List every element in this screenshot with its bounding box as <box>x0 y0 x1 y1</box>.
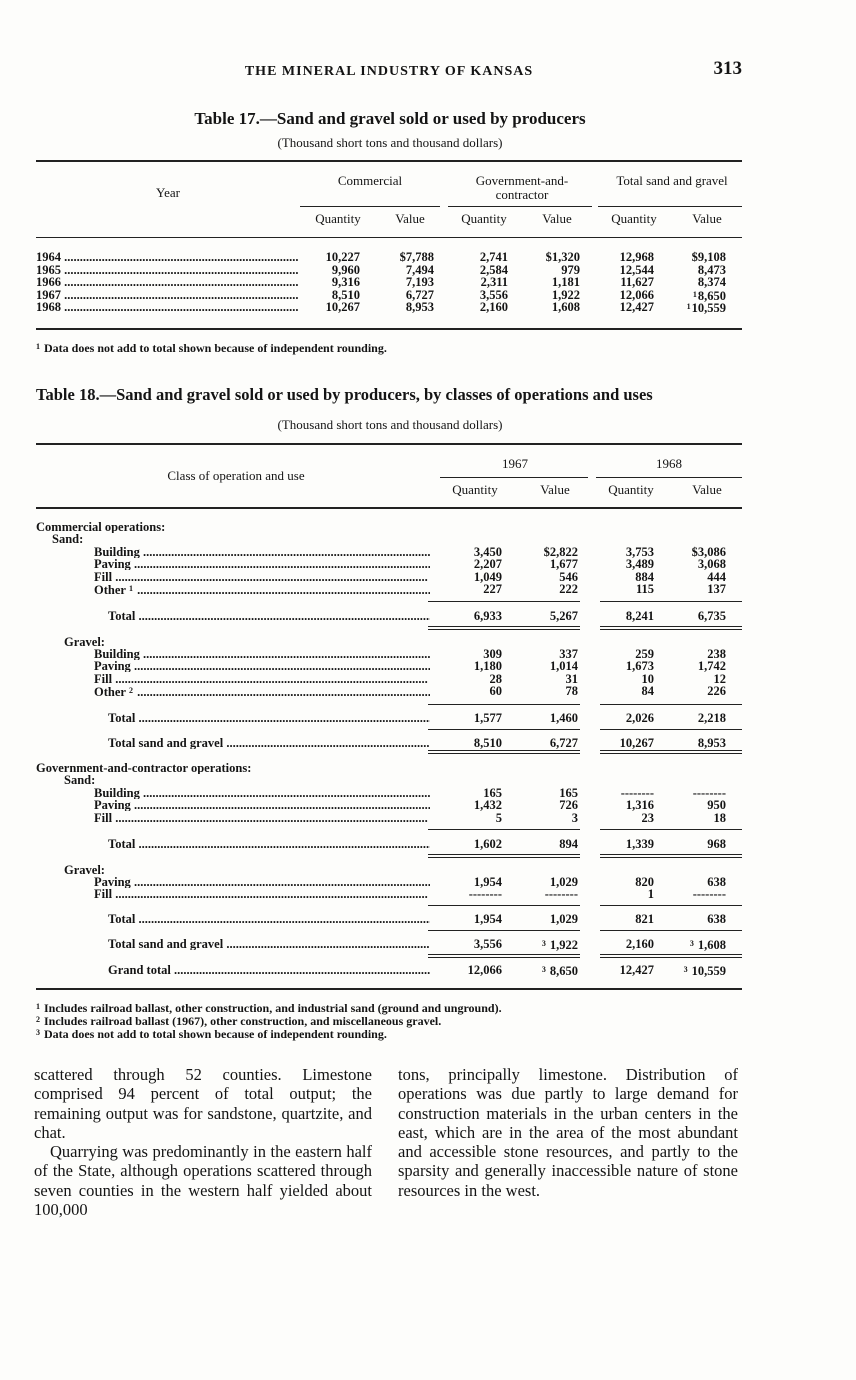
table18-sum-rule <box>428 829 580 830</box>
table18-sum-rule <box>600 829 742 830</box>
table17-value-cell: 1,181 <box>551 275 580 289</box>
table17-group-rule <box>300 206 440 207</box>
table18-value-cell: 222 <box>559 581 578 596</box>
table18-value-cell: $3,086 <box>691 545 726 559</box>
table18-hdr-qty: Quantity <box>452 482 498 497</box>
table18-value-cell: 1,014 <box>549 659 578 674</box>
table18-row: Building ..... <box>94 648 430 660</box>
table17-title: Table 17.—Sand and gravel sold or used by producers <box>194 109 586 128</box>
table18-value-cell: 10,267 <box>619 736 654 750</box>
table18-value-cell: -------- <box>692 887 726 902</box>
table18-row: Paving ..... <box>94 558 430 570</box>
table17-value-cell: $7,788 <box>399 250 434 264</box>
table18-total-rule <box>428 954 580 958</box>
table18-value-cell: 226 <box>707 683 726 698</box>
table18-value-cell: 238 <box>707 647 726 661</box>
table18-total-row: Total ..... <box>108 610 430 622</box>
table18-top-rule <box>36 443 742 445</box>
table17-value-cell: 2,311 <box>480 275 508 289</box>
table17-value-cell: 8,510 <box>331 287 360 302</box>
table17-footnote: $^1$ Data does not add to total shown because of independent rounding. <box>36 341 387 355</box>
table17-value-cell: $^1$8,650 <box>692 288 726 303</box>
table18-title: Table 18.—Sand and gravel sold or used by producers, by classes of operations and uses <box>36 385 653 404</box>
table17-group-rule <box>598 206 742 207</box>
table18-value-cell: 165 <box>483 786 502 800</box>
table18-footnote-3: $^3$ Data does not add to total shown because of independent rounding. <box>36 1027 387 1041</box>
body-paragraph: scattered through 52 counties. Limestone comprised 94 percent of total output; the remaining output was for sandstone, quartzite, and chat. <box>34 1065 372 1142</box>
table18-year-rule <box>440 477 588 478</box>
table18-value-cell: 28 <box>489 671 502 686</box>
table18-year-rule <box>596 477 742 478</box>
table18-value-cell: 12 <box>713 671 726 686</box>
table18-value-cell: 1,954 <box>473 875 502 889</box>
table18-value-cell: 10 <box>641 671 654 686</box>
table18-sum-rule <box>600 930 742 931</box>
table18-value-cell: 894 <box>559 837 578 851</box>
table18-value-cell: $^3$ 1,608 <box>689 938 726 952</box>
table17-value-cell: 9,316 <box>331 275 360 289</box>
table18-value-cell: 3,068 <box>697 557 726 572</box>
table17-header-rule <box>36 237 742 238</box>
table18-value-cell: 2,207 <box>473 557 502 572</box>
body-column-left <box>34 1065 372 1219</box>
table18-value-cell: 309 <box>483 647 502 661</box>
table18-value-cell: 12,066 <box>467 963 502 977</box>
table18-value-cell: 12,427 <box>619 963 654 977</box>
table18-year-1967: 1967 <box>502 456 528 471</box>
table18-value-cell: -------- <box>620 786 654 800</box>
table17-year-cell: 1967 ..... <box>36 289 298 301</box>
table18-value-cell: 546 <box>559 569 578 584</box>
table18-commercial-heading: Commercial operations: <box>36 521 166 533</box>
table18-value-cell: 23 <box>641 810 654 825</box>
table17-hdr-val: Value <box>542 211 572 226</box>
table18-value-cell: 84 <box>641 683 654 698</box>
table18-value-cell: 2,026 <box>625 711 654 725</box>
table18-total-rule <box>600 954 742 958</box>
table17-hdr-qty: Quantity <box>315 211 361 226</box>
table18-total-rule <box>600 750 742 754</box>
table18-grand-total-row: Grand total ..... <box>108 964 430 976</box>
table17-value-cell: 8,953 <box>405 300 434 314</box>
table18-value-cell: 638 <box>707 912 726 926</box>
table17-value-cell: 6,727 <box>405 287 434 302</box>
table17-value-cell: 3,556 <box>479 287 508 302</box>
table17-group-gov: Government-and-contractor <box>475 173 569 202</box>
table18-row: Fill ..... <box>94 571 430 583</box>
table18-subtitle: (Thousand short tons and thousand dollars) <box>277 417 503 432</box>
table17-value-cell: $1,320 <box>545 250 580 264</box>
table17-subtitle: (Thousand short tons and thousand dollars) <box>277 135 503 150</box>
table18-col-class: Class of operation and use <box>167 468 305 483</box>
table18-row: Fill ..... <box>94 673 430 685</box>
table18-total-rule <box>428 750 580 754</box>
table18-row: Fill ..... <box>94 888 430 900</box>
table18-value-cell: -------- <box>692 786 726 800</box>
table18-total-row: Total ..... <box>108 838 430 850</box>
table17-year-cell: 1964 ..... <box>36 251 298 263</box>
table18-value-cell: 8,241 <box>625 609 654 623</box>
body-paragraph: Quarrying was predominantly in the eastern half of the State, although operations scattered through seven counties in the western half yielded about 100,000 <box>34 1142 372 1220</box>
table18-value-cell: $^3$ 1,922 <box>541 938 578 952</box>
running-head: THE MINERAL INDUSTRY OF KANSAS <box>244 64 534 79</box>
table18-total-rule <box>600 626 742 630</box>
table18-total-rule <box>428 854 580 858</box>
table17-value-cell: 9,960 <box>331 262 360 277</box>
table18-row: Other $^2$ ..... <box>94 685 430 698</box>
table18-sum-rule <box>428 601 580 602</box>
table18-total-row: Total ..... <box>108 913 430 925</box>
table18-value-cell: 1,602 <box>473 837 502 851</box>
table18-value-cell: 259 <box>635 647 654 661</box>
table18-value-cell: 1,049 <box>473 569 502 584</box>
table18-value-cell: 3,556 <box>473 937 502 951</box>
table17-bottom-rule <box>36 328 742 330</box>
table17-value-cell: 979 <box>561 262 580 277</box>
table18-total-rule <box>600 854 742 858</box>
table18-value-cell: 884 <box>635 569 654 584</box>
table18-value-cell: 5 <box>495 810 502 825</box>
table18-value-cell: 1,577 <box>473 711 502 725</box>
table18-row: Building ..... <box>94 546 430 558</box>
table18-gravel-heading: Gravel: <box>64 636 105 648</box>
table18-value-cell: $^3$ 10,559 <box>683 964 726 978</box>
table18-value-cell: 444 <box>707 569 726 584</box>
table17-col-year: Year <box>156 185 180 200</box>
table18-value-cell: 6,727 <box>549 736 578 750</box>
page-header <box>36 58 742 88</box>
table17-year-cell: 1968 ..... <box>36 301 298 313</box>
table18-sum-rule <box>600 905 742 906</box>
table18-value-cell: 1,432 <box>473 798 502 813</box>
table17-value-cell: 10,227 <box>325 250 360 264</box>
table18-hdr-qty: Quantity <box>608 482 654 497</box>
page-number: 313 <box>713 58 742 79</box>
table17-value-cell: 2,584 <box>479 262 508 277</box>
table18-sum-rule <box>428 930 580 931</box>
table18-value-cell: $2,822 <box>543 545 578 559</box>
table17-top-rule <box>36 160 742 162</box>
table18-row: Other $^1$ ..... <box>94 583 430 596</box>
table18-value-cell: 2,218 <box>697 711 726 725</box>
table18-footnote-1: $^1$ Includes railroad ballast, other construction, and industrial sand (ground and unground). <box>36 1001 502 1015</box>
table18-value-cell: 78 <box>565 683 578 698</box>
table18-value-cell: 1,316 <box>625 798 654 813</box>
table18-row: Fill ..... <box>94 812 430 824</box>
table18-value-cell: 227 <box>483 581 502 596</box>
table18-bottom-rule <box>36 988 742 990</box>
table18-row: Paving ..... <box>94 660 430 672</box>
table18-value-cell: 1,954 <box>473 912 502 926</box>
table18-value-cell: 165 <box>559 786 578 800</box>
table17-hdr-qty: Quantity <box>611 211 657 226</box>
table18-sum-rule <box>428 704 580 705</box>
table18-value-cell: 1 <box>647 887 654 902</box>
table18-sum-rule <box>428 729 580 730</box>
table18-hdr-val: Value <box>692 482 722 497</box>
table18-value-cell: 8,510 <box>473 736 502 750</box>
table18-total-rule <box>428 626 580 630</box>
table18-header-rule <box>36 507 742 509</box>
table18-value-cell: $^3$ 8,650 <box>541 964 578 978</box>
table18-year-1968: 1968 <box>656 456 682 471</box>
table18-value-cell: 2,160 <box>625 937 654 951</box>
table17-year-cell: 1965 ..... <box>36 264 298 276</box>
table17-value-cell: 2,741 <box>479 250 508 264</box>
table18-value-cell: 638 <box>707 875 726 889</box>
table18-value-cell: 5,267 <box>549 609 578 623</box>
body-column-right <box>398 1065 738 1200</box>
table18-total-row: Total sand and gravel ..... <box>108 737 430 749</box>
table18-gravel-heading: Gravel: <box>64 864 105 876</box>
table18-value-cell: 1,339 <box>625 837 654 851</box>
table18-gov-heading: Government-and-contractor operations: <box>36 762 252 774</box>
table18-value-cell: 6,933 <box>473 609 502 623</box>
table18-row: Paving ..... <box>94 876 430 888</box>
table18-value-cell: 60 <box>489 683 502 698</box>
table18-value-cell: 8,953 <box>697 736 726 750</box>
table17-value-cell: 12,066 <box>619 287 654 302</box>
table18-value-cell: 3 <box>571 810 578 825</box>
table18-total-row: Total ..... <box>108 712 430 724</box>
table18-value-cell: 3,450 <box>473 545 502 559</box>
table18-value-cell: 3,753 <box>625 545 654 559</box>
table18-total-row: Total sand and gravel ..... <box>108 938 430 950</box>
table18-sum-rule <box>600 729 742 730</box>
table18-sum-rule <box>600 704 742 705</box>
table18-value-cell: 820 <box>635 875 654 889</box>
table17-value-cell: 7,494 <box>405 262 434 277</box>
table17-value-cell: 10,267 <box>325 300 360 314</box>
body-paragraph: tons, principally limestone. Distribution of operations was due partly to large demand for construction materials in the urban centers in the east, which are in the area of the most abundant and accessible stone resources, and partly to the sparsity and generally inaccessible nature of stone resources in the west. <box>398 1065 738 1200</box>
table18-row: Building ..... <box>94 787 430 799</box>
table18-sum-rule <box>600 601 742 602</box>
table18-value-cell: 950 <box>707 798 726 813</box>
table18-value-cell: 18 <box>713 810 726 825</box>
table18-value-cell: 968 <box>707 837 726 851</box>
table18-value-cell: 6,735 <box>697 609 726 623</box>
table18-sum-rule <box>428 905 580 906</box>
table17-group-total: Total sand and gravel <box>616 173 728 188</box>
table18-value-cell: -------- <box>468 887 502 902</box>
table18-sand-heading: Sand: <box>64 774 96 786</box>
table17-value-cell: 8,374 <box>697 275 726 289</box>
table18-value-cell: 115 <box>635 581 654 596</box>
table18-value-cell: 1,180 <box>473 659 502 674</box>
table18-value-cell: 1,460 <box>549 711 578 725</box>
table18-value-cell: 1,677 <box>549 557 578 572</box>
table18-value-cell: 31 <box>565 671 578 686</box>
table17-value-cell: 12,544 <box>619 262 654 277</box>
table17-year-cell: 1966 ..... <box>36 276 298 288</box>
table18-value-cell: 1,029 <box>549 912 578 926</box>
table17-value-cell: $^1$10,559 <box>686 301 726 315</box>
table18-value-cell: -------- <box>544 887 578 902</box>
table17-value-cell: 11,627 <box>620 275 654 289</box>
table18-value-cell: 1,673 <box>625 659 654 674</box>
table17-value-cell: 7,193 <box>405 275 434 289</box>
table17-value-cell: 1,608 <box>551 300 580 314</box>
table17-group-rule <box>448 206 592 207</box>
table18-row: Paving ..... <box>94 799 430 811</box>
table18-footnote-2: $^2$ Includes railroad ballast (1967), other construction, and miscellaneous gravel. <box>36 1014 442 1028</box>
table18-value-cell: 137 <box>707 581 726 596</box>
table18-value-cell: 1,742 <box>697 659 726 674</box>
table18-value-cell: 726 <box>559 798 578 813</box>
table18-value-cell: 3,489 <box>625 557 654 572</box>
table17-group-commercial: Commercial <box>337 173 403 188</box>
table17-value-cell: $9,108 <box>691 250 726 264</box>
table17-hdr-qty: Quantity <box>461 211 507 226</box>
table17-value-cell: 8,473 <box>697 262 726 277</box>
table18-sand-heading: Sand: <box>52 533 84 545</box>
table17-hdr-val: Value <box>395 211 425 226</box>
table18-value-cell: 337 <box>559 647 578 661</box>
table17-value-cell: 2,160 <box>479 300 508 314</box>
table17-value-cell: 12,427 <box>619 300 654 314</box>
table18-value-cell: 821 <box>635 912 654 926</box>
table18-value-cell: 1,029 <box>549 875 578 889</box>
table17-value-cell: 12,968 <box>619 250 654 264</box>
table18-hdr-val: Value <box>540 482 570 497</box>
table17-value-cell: 1,922 <box>551 287 580 302</box>
table17-hdr-val: Value <box>692 211 722 226</box>
